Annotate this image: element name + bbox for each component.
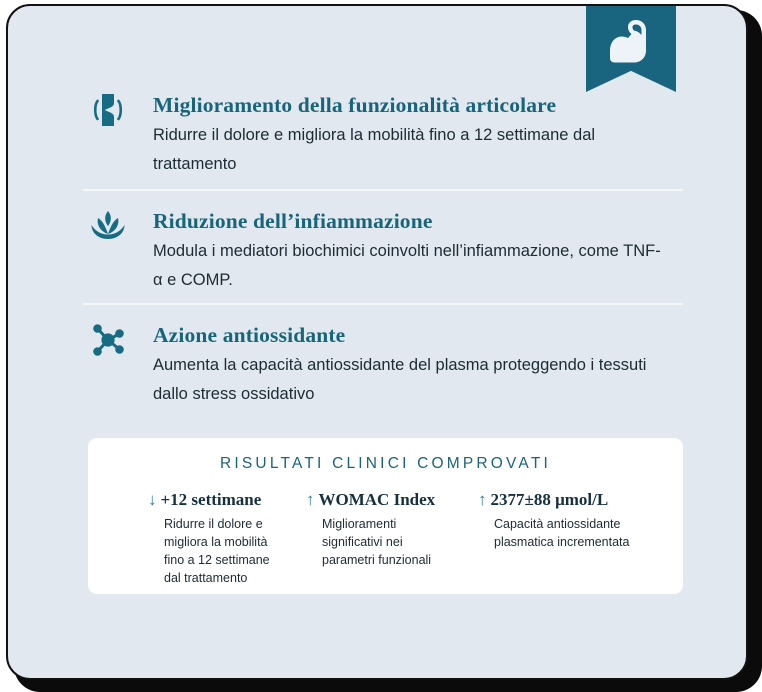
stat-description: Ridurre il dolore e migliora la mobilità fino a 12 settimane dal trattamento	[164, 517, 270, 585]
flexed-bicep-icon	[606, 16, 654, 68]
stat-heading	[148, 490, 298, 510]
badge-ribbon	[586, 4, 676, 92]
feature-title: Azione antiossidante	[153, 323, 346, 347]
clinical-results-card	[88, 438, 683, 594]
stat-value: +12 settimane	[160, 490, 262, 509]
stat-item	[478, 490, 653, 551]
stat-heading	[306, 490, 461, 510]
results-title: RISULTATI CLINICI COMPROVATI	[219, 455, 551, 472]
lotus-icon	[86, 204, 130, 248]
stat-item	[148, 490, 298, 587]
joint-mobility-icon	[86, 88, 130, 132]
feature-description: Modula i mediatori biochimici coinvolti nell’infiammazione, come TNF- α e COMP.	[153, 242, 661, 289]
arrow-up-icon: ↑	[478, 490, 487, 509]
feature-title: Riduzione dell’infiammazione	[153, 209, 433, 233]
arrow-down-icon: ↓	[148, 490, 157, 509]
arrow-up-icon: ↑	[306, 490, 315, 509]
stat-description: Miglioramenti significativi nei parametri funzionali	[322, 517, 432, 567]
benefits-card	[6, 4, 748, 680]
feature-divider	[83, 189, 683, 191]
stat-heading	[478, 490, 653, 510]
stat-description: Capacità antiossidante plasmatica incrementata	[494, 517, 630, 549]
molecule-icon	[86, 318, 130, 362]
stat-item	[306, 490, 461, 569]
feature-divider	[83, 303, 683, 305]
feature-title: Miglioramento della funzionalità articolare	[153, 93, 557, 117]
feature-description: Ridurre il dolore e migliora la mobilità fino a 12 settimane dal trattamento	[153, 126, 596, 173]
stat-value: 2377±88 μmol/L	[490, 490, 609, 509]
feature-description: Aumenta la capacità antiossidante del plasma proteggendo i tessuti dallo stress ossidativo	[153, 356, 647, 403]
stat-value: WOMAC Index	[318, 490, 436, 509]
